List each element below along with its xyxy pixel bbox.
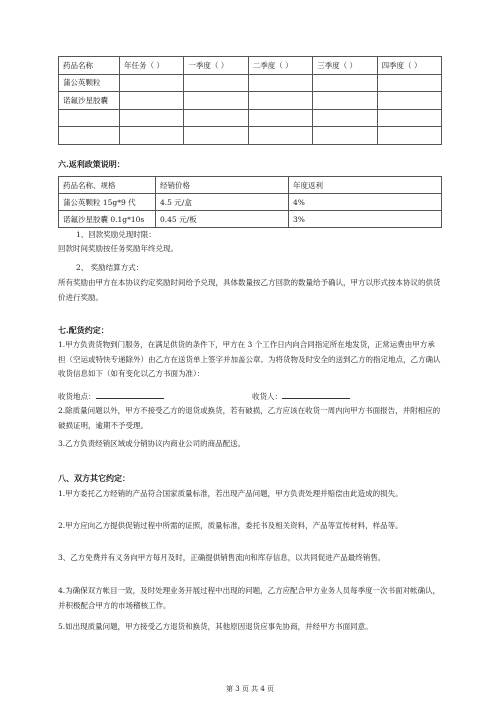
table-cell [120,109,184,127]
table-cell [377,92,441,110]
table-header-cell: 经销价格 [156,177,289,194]
table-cell: 4.5 元/盒 [156,194,289,211]
delivery-paragraph: 2.除质量问题以外，甲方不接受乙方的退货或换货，若有破损，乙方应该在收货一周内向甲方书面报告，并附相应的破损证明，逾期不予受理。 [58,406,441,430]
rebate-paragraph: 1、回款奖励兑现时限： [76,230,156,239]
shipping-address-blank [96,390,164,399]
table-header-row [59,177,442,194]
table-header-row [59,57,442,75]
table-cell [248,127,312,145]
table-cell [313,109,377,127]
section-title-other: 八、双方其它约定： [58,473,130,483]
table-header-cell: 一季度（ ） [184,57,248,75]
table-header-cell: 三季度（ ） [313,57,377,75]
delivery-paragraph: 1.甲方负责货物到门服务，在满足供货的条件下，甲方在 3 个工作日内向合同指定所在地发货，正常运费由甲方承担（空运或特快专递除外）由乙方在送货单上签字并加盖公章。为将货物及时安全的送到乙方的指定地点，乙方确认收货信息如下（如有变化以乙方书面为准）： [58,340,441,378]
table-cell [313,127,377,145]
table-cell [248,92,312,110]
table-cell [184,127,248,145]
table-row [59,127,442,145]
sales-quota-table [58,56,442,145]
table-cell [184,74,248,92]
table-cell [184,92,248,110]
section-title-delivery: 七.配货约定： [58,325,109,335]
product-name-cell [59,109,120,127]
table-cell [377,109,441,127]
delivery-paragraph: 3.乙方负责经销区域或分销协议内商业公司的商品配送。 [58,439,246,448]
table-header-cell: 药品名称、规格 [59,177,156,194]
table-cell [120,92,184,110]
other-paragraph: 2.甲方应向乙方提供促销过程中所需的证照，质量标准，委托书及相关资料，产品等宣传材料，样品等。 [58,521,403,530]
other-paragraph: 5.如出现质量问题，甲方接受乙方退货和换货，其他原因退货应事先协商，并经甲方书面同意。 [58,622,373,631]
other-paragraph: 3、乙方免费并有义务向甲方每月及时，正确提供销售流向和库存信息，以共同促进产品最终销售。 [58,553,386,562]
receiver-label: 收货人： [252,392,282,401]
table-cell [313,74,377,92]
rebate-paragraph: 2、 奖励结算方式： [76,263,144,272]
rebate-paragraph: 回款时间奖励按任务奖励年终兑现。 [58,244,178,253]
table-cell [120,74,184,92]
table-cell [248,109,312,127]
table-header-cell: 年度返利 [289,177,442,194]
table-cell: 0.45 元/板 [156,211,289,228]
table-row [59,74,442,92]
table-row [59,211,442,228]
table-header-cell: 药品名称 [59,57,120,75]
table-row [59,194,442,211]
table-header-cell: 年任务（ ） [120,57,184,75]
product-name-cell: 诺氟沙星胶囊 [59,92,120,110]
section-title-rebate: 六.返利政策说明： [58,159,125,169]
shipping-address-field [58,390,164,402]
table-cell [377,74,441,92]
table-cell: 3% [289,211,442,228]
table-cell [377,127,441,145]
table-cell: 诺氟沙星胶囊 0.1g*10s [59,211,156,228]
table-cell [184,109,248,127]
product-name-cell: 蒲公英颗粒 [59,74,120,92]
other-paragraph: 4.为确保双方帐目一致，及时处理业务开展过程中出现的问题，乙方应配合甲方业务人员每季度一次书面对帐确认，并积极配合甲方的市场稽核工作。 [58,586,441,610]
other-paragraph: 1.甲方委托乙方经销的产品符合国家质量标准，若出现产品问题，甲方负责处理并赔偿由此造成的损失。 [58,489,403,498]
receiver-blank [282,390,350,399]
table-row [59,92,442,110]
product-name-cell [59,127,120,145]
receiver-field [252,390,350,402]
table-cell: 4% [289,194,442,211]
table-cell [120,127,184,145]
table-cell [248,74,312,92]
table-cell [313,92,377,110]
page-footer: 第 3 页 共 4 页 [225,685,275,693]
table-row [59,109,442,127]
rebate-table [58,176,442,228]
table-header-cell: 二季度（ ） [248,57,312,75]
rebate-paragraph: 所有奖励由甲方在本协议约定奖励时间给予兑现，具体数量按乙方回款的数量给予确认，甲方以形式按本协议的供货价进行奖励。 [58,278,441,302]
table-cell: 蒲公英颗粒 15g*9 代 [59,194,156,211]
table-header-cell: 四季度（ ） [377,57,441,75]
shipping-address-label: 收货地点： [58,392,96,401]
